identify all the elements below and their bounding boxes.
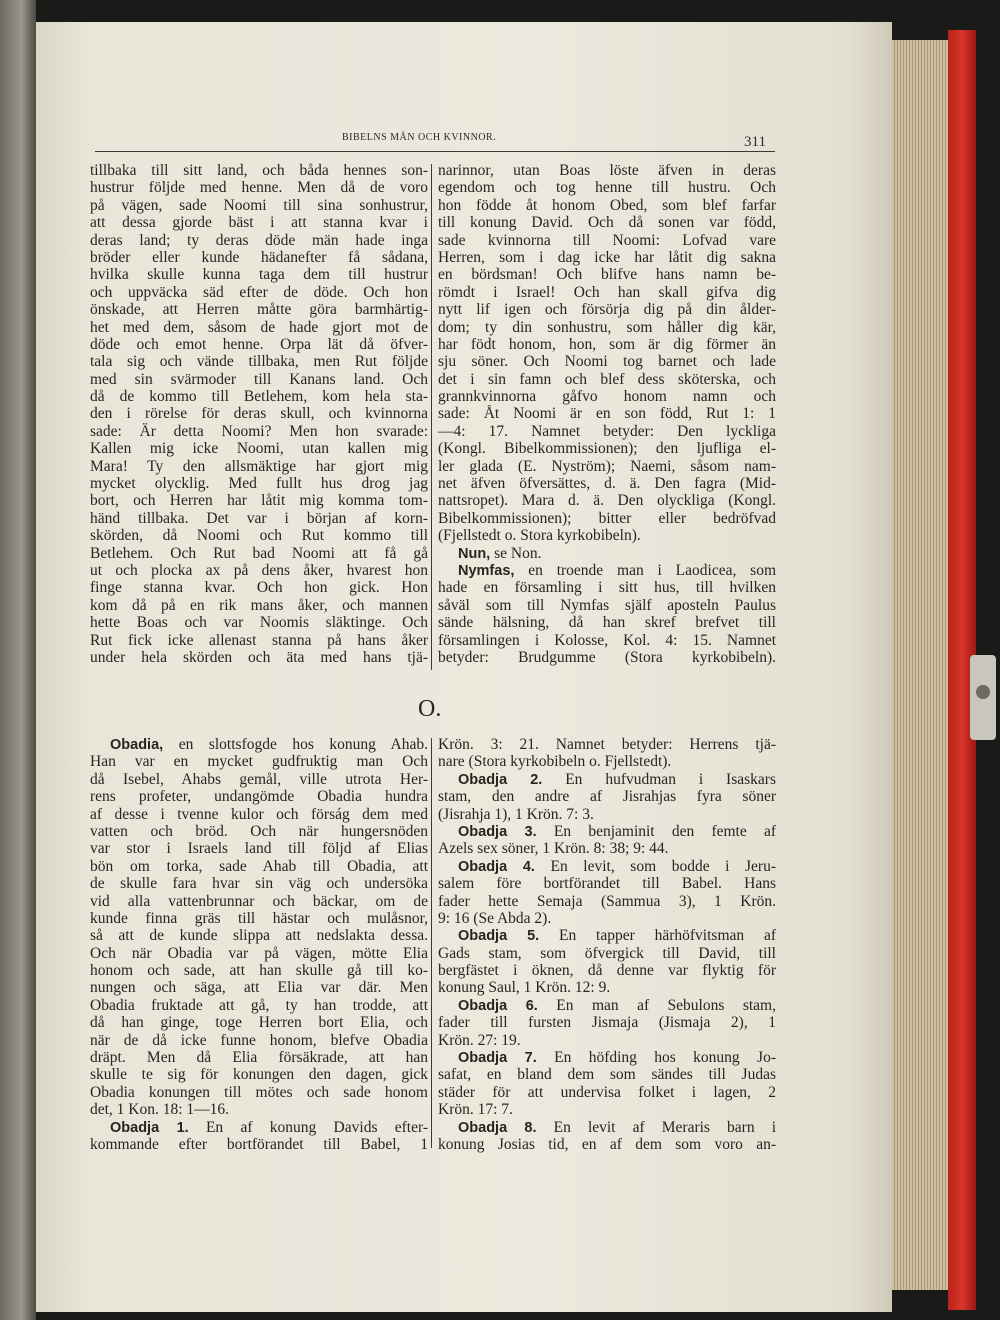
line-text: konung Saul, 1 Krön. 12: 9. [438, 979, 611, 997]
line-text: nytt lif igen och försörja dig på din ålder- [438, 301, 776, 319]
line-text: honom och sade, att han skulle gå till ko- [90, 962, 428, 980]
entry-first-line [438, 545, 776, 562]
text-line [438, 806, 776, 823]
column-top-left [90, 162, 428, 666]
text-line [438, 475, 776, 492]
line-text: nattsropet). Mara d. ä. Den olyckliga (Kongl. [438, 492, 776, 510]
text-line [438, 579, 776, 596]
line-text: af desse i tvenne kulor och förság dem med [90, 805, 428, 823]
line-text: (Kongl. Bibelkommissionen); den ljufliga el- [438, 440, 776, 458]
text-line [90, 840, 428, 857]
line-text: —4: 17. Namnet betyder: Den lyckliga [438, 422, 776, 440]
text-line [90, 197, 428, 214]
line-text: när de då icke funne honom, blefve Obadia [90, 1031, 428, 1049]
text-line [90, 388, 428, 405]
entry-headword: Obadja 8. [458, 1119, 537, 1136]
text-line [90, 753, 428, 770]
line-text: rens profeter, undangömde Obadia hundra [90, 788, 428, 806]
text-line [438, 875, 776, 892]
line-text: grannkvinnorna gåfvo honom namn och [438, 388, 776, 406]
line-text: sju söner. Och Noomi tog barnet och lade [438, 353, 776, 371]
text-line [90, 249, 428, 266]
facing-page-edge [0, 0, 36, 1320]
text-line [90, 788, 428, 805]
text-line [438, 336, 776, 353]
text-line [90, 214, 428, 231]
line-text: Herren, som i dag icke har låtit dig sakna [438, 248, 776, 266]
line-text: önskade, att Herren måtte göra barmhärtig- [90, 301, 428, 319]
line-text: sade kvinnorna till Noomi: Lofvad vare [438, 231, 776, 249]
text-line [438, 840, 776, 857]
text-line [90, 266, 428, 283]
text-line [90, 179, 428, 196]
line-text: händ tillbaka. Det var i början af korn- [90, 509, 428, 527]
text-line [90, 1101, 428, 1118]
line-text: att dessa gjorde bäst i att stanna kvar i [90, 214, 428, 232]
line-text: bön om torka, sade Ahab till Obadia, att [90, 857, 428, 875]
line-text: Bibelkommissionen); bitter eller bedröfvad [438, 509, 776, 527]
line-text: tala sig och vände tillbaka, men Rut följde [90, 353, 428, 371]
line-text: så att de kunde slippa att nedslakta dessa. [90, 927, 428, 945]
line-text: med sin svärmoder till Kanans land. Och [90, 370, 428, 388]
entry-headword: Obadja 5. [458, 928, 540, 945]
text-line [90, 858, 428, 875]
section-letter: O. [418, 696, 442, 722]
text-line [438, 962, 776, 979]
line-text: hade en församling i sitt hus, till hvilken [438, 579, 776, 597]
line-text: Och när Obadia var på vägen, mötte Elia [90, 944, 428, 962]
line-text: hette Boas och var Noomis släktinge. Och [90, 614, 428, 632]
text-line [438, 1084, 776, 1101]
line-text: Krön. 3: 21. Namnet betyder: Herrens tjä- [438, 736, 776, 753]
entry-headword: Obadia, [110, 737, 164, 753]
text-line [438, 597, 776, 614]
text-line [90, 319, 428, 336]
entry-headword: Obadja 7. [458, 1050, 537, 1067]
text-line [90, 997, 428, 1014]
text-line [438, 319, 776, 336]
line-text: Azels sex söner, 1 Krön. 8: 38; 9: 44. [438, 840, 669, 858]
text-line [90, 405, 428, 422]
text-line [90, 162, 428, 179]
text-line [438, 301, 776, 318]
line-text: En af konung Davids efter- [188, 1118, 428, 1136]
line-text: såväl som till Nymfas själf aposteln Paulus [438, 596, 776, 614]
text-line [90, 336, 428, 353]
text-line [90, 353, 428, 370]
text-line [90, 1032, 428, 1049]
entry-headword: Obadja 3. [458, 823, 537, 840]
line-text: det, 1 Kon. 18: 1—16. [90, 1101, 230, 1119]
line-text: då han ginge, toge Herren bort Elia, och [90, 1014, 428, 1032]
line-text: hustrur följde med henne. Men då de voro [90, 179, 428, 197]
text-line [438, 632, 776, 649]
entry-headword: Nymfas, [458, 562, 515, 579]
text-line [438, 893, 776, 910]
line-text: Krön. 17: 7. [438, 1101, 513, 1119]
page-stack-edge [892, 40, 948, 1290]
line-text: kommande efter bortförandet till Babel, 1 [90, 1135, 428, 1153]
line-text: på vägen, sade Noomi till sina sonhustrur, [90, 196, 428, 214]
text-line [438, 371, 776, 388]
line-text: fader till fursten Jismaja (Jismaja 2), 1 [438, 1014, 776, 1032]
entry-first-line [90, 1119, 428, 1136]
text-line [438, 979, 776, 996]
text-line [438, 527, 776, 544]
line-text: En man af Sebulons stam, [537, 996, 776, 1014]
text-line [438, 945, 776, 962]
line-text: egendom och tog henne till hustru. Och [438, 179, 776, 197]
column-top-right [438, 162, 776, 666]
text-line [90, 945, 428, 962]
text-line [438, 423, 776, 440]
text-line [438, 388, 776, 405]
text-line [438, 249, 776, 266]
line-text: den i rörelse för deras skull, och kvinnorna [90, 405, 428, 423]
line-text: nare (Stora kyrkobibeln o. Fjellstedt). [438, 753, 672, 771]
line-text: nungen och säga, att Elia var där. Men [90, 979, 428, 997]
line-text: församlingen i Kolosse, Kol. 4: 15. Namnet [438, 631, 776, 649]
line-text: safat, en bland dem som sändes till Judas [438, 1066, 776, 1084]
line-text: deras land; ty deras döde män hade inga [90, 231, 428, 249]
line-text: bort, och Herren har låtit mig komma tom- [90, 492, 428, 510]
line-text: kunde finna gräs till hästar och mulåsnor, [90, 909, 428, 927]
line-text: ut och plocka ax på dens åker, hvarest hon [90, 561, 428, 579]
text-line [90, 301, 428, 318]
text-line [90, 475, 428, 492]
text-line [438, 232, 776, 249]
text-line [438, 179, 776, 196]
line-text: sade: Åt Noomi är en son född, Rut 1: 1 [438, 405, 776, 423]
line-text: Han var en mycket gudfruktig man Och [90, 753, 428, 771]
text-line [90, 614, 428, 631]
line-text: hvilka skulle kunna taga dem till hustrur [90, 266, 428, 284]
text-line [438, 214, 776, 231]
entry-first-line [438, 771, 776, 788]
text-line [438, 162, 776, 179]
text-line [438, 753, 776, 770]
entry-headword: Nun, [458, 545, 491, 562]
line-text: har födt honom, hon, som är dig förmer än [438, 335, 776, 353]
text-line [90, 232, 428, 249]
text-line [90, 579, 428, 596]
line-text: då de kommo till Betlehem, kom hela sta- [90, 388, 428, 406]
line-text: döde och emot henne. Orpa lät då öfver- [90, 335, 428, 353]
entry-first-line [438, 823, 776, 840]
text-line [90, 423, 428, 440]
text-line [90, 284, 428, 301]
entry-first-line [438, 1049, 776, 1066]
text-line [438, 1136, 776, 1153]
text-line [438, 614, 776, 631]
text-line [438, 458, 776, 475]
text-line [90, 823, 428, 840]
running-title: BIBELNS MÄN OCH KVINNOR. [342, 132, 497, 143]
line-text: vid alla vattenbrunnar och bäckar, om de [90, 892, 428, 910]
line-text: se Non. [490, 544, 542, 562]
text-line [438, 788, 776, 805]
entry-first-line [438, 858, 776, 875]
text-line [438, 405, 776, 422]
line-text: Krön. 27: 19. [438, 1031, 521, 1049]
text-line [90, 510, 428, 527]
text-line [438, 266, 776, 283]
column-bottom-left [90, 736, 428, 1153]
text-line [438, 736, 776, 753]
column-divider [431, 164, 432, 670]
line-text: En levit af Meraris barn i [536, 1118, 777, 1136]
line-text: En tapper härhöfvitsman af [539, 927, 776, 945]
line-text: het med dem, såsom de hade gjort mot de [90, 318, 428, 336]
line-text: en troende man i Laodicea, som [514, 561, 776, 579]
line-text: römdt i Israel! Och han skall gifva dig [438, 283, 776, 301]
page-number: 311 [744, 134, 766, 150]
line-text: Obadia konungen till mötes och sade honom [90, 1083, 428, 1101]
text-line [90, 371, 428, 388]
text-line [90, 458, 428, 475]
text-line [438, 1066, 776, 1083]
line-text: kom då på en rik mans åker, och mannen [90, 596, 428, 614]
entry-first-line [438, 927, 776, 944]
line-text: skörden, då Noomi och Rut kommo till [90, 527, 428, 545]
text-line [90, 649, 428, 666]
text-line [90, 632, 428, 649]
line-text: En levit, som bodde i Jeru- [534, 857, 776, 875]
line-text: och uppväcka säd efter de döde. Och hon [90, 283, 428, 301]
line-text: de skulle fara hvar sin väg och undersöka [90, 875, 428, 893]
text-line [438, 910, 776, 927]
entry-first-line [438, 997, 776, 1014]
text-line [438, 440, 776, 457]
line-text: hon födde åt honom Obed, som blef farfar [438, 196, 776, 214]
text-line [438, 197, 776, 214]
line-text: Gads stam, som öfvergick till David, till [438, 944, 776, 962]
text-line [90, 492, 428, 509]
line-text: Obadia fruktade att gå, ty han trodde, att [90, 996, 428, 1014]
binder-clip [970, 655, 996, 740]
line-text: En höfding hos konung Jo- [536, 1049, 776, 1067]
entry-headword: Obadja 2. [458, 771, 543, 788]
line-text: fader hette Semaja (Sammua 3), 1 Krön. [438, 892, 776, 910]
text-line [90, 910, 428, 927]
line-text: under hela skörden och äta med hans tjä- [90, 648, 428, 666]
line-text: en slottsfogde hos konung Ahab. [163, 736, 428, 753]
line-text: betyder: Brudgumme (Stora kyrkobibeln). [438, 648, 776, 666]
line-text: skulle te sig för konungen den dagen, gick [90, 1066, 428, 1084]
text-line [90, 893, 428, 910]
text-line [438, 353, 776, 370]
line-text: finge stanna kvar. Och hon gick. Hon [90, 579, 428, 597]
line-text: en bördsman! Och blifve hans namn be- [438, 266, 776, 284]
entry-first-line [438, 562, 776, 579]
text-line [438, 1014, 776, 1031]
line-text: till konung David. Och då sonen var född, [438, 214, 776, 232]
line-text: vatten och bröd. Och när hungersnöden [90, 822, 428, 840]
line-text: dräpt. Men då Elia försäkrade, att han [90, 1049, 428, 1067]
line-text: det i sin famn och blef dess sköterska, och [438, 370, 776, 388]
text-line [90, 1049, 428, 1066]
line-text: var stor i Israels land till följd af Elias [90, 840, 428, 858]
line-text: (Jisrahja 1), 1 Krön. 7: 3. [438, 805, 594, 823]
line-text: Rut fick icke allenast stanna på hans åker [90, 631, 428, 649]
text-line [90, 771, 428, 788]
column-bottom-right [438, 736, 776, 1153]
text-line [90, 927, 428, 944]
entry-headword: Obadja 1. [110, 1119, 189, 1136]
text-line [438, 510, 776, 527]
line-text: ler glada (E. Nyström); Naemi, såsom nam- [438, 457, 776, 475]
line-text: En benjaminit den femte af [536, 822, 777, 840]
text-line [438, 492, 776, 509]
text-line [90, 562, 428, 579]
column-divider [431, 738, 432, 1148]
line-text: städer för att undervisa folket i lagen, 2 [438, 1083, 776, 1101]
line-text: narinnor, utan Boas löste äfven in deras [438, 162, 776, 179]
text-line [90, 1014, 428, 1031]
line-text: bergfästet i öknen, då denne var flyktig för [438, 962, 776, 980]
text-line [90, 1066, 428, 1083]
text-line [90, 979, 428, 996]
line-text: dom; ty din sonhustru, som håller dig kär, [438, 318, 776, 336]
text-line [90, 527, 428, 544]
text-line [90, 1084, 428, 1101]
text-line [90, 597, 428, 614]
line-text: Kallen mig icke Noomi, utan kallen mig [90, 440, 428, 458]
line-text: mycket olycklig. Med fullt hus drog jag [90, 475, 428, 493]
line-text: då Isebel, Ahabs gemål, ville utrota Her- [90, 770, 428, 788]
line-text: 9: 16 (Se Abda 2). [438, 909, 552, 927]
entry-first-line [90, 736, 428, 753]
header-rule [95, 151, 775, 152]
entry-first-line [438, 1119, 776, 1136]
line-text: stam, den andre af Jisrahjas fyra söner [438, 788, 776, 806]
text-line [90, 962, 428, 979]
entry-headword: Obadja 6. [458, 997, 538, 1014]
line-text: (Fjellstedt o. Stora kyrkobibeln). [438, 527, 641, 545]
line-text: Betlehem. Och Rut bad Noomi att få gå [90, 544, 428, 562]
line-text: salem före bortförandet till Babel. Hans [438, 875, 776, 893]
text-line [90, 1136, 428, 1153]
line-text: net äfven öfversättes, d. ä. Den fagra (Mid- [438, 475, 776, 493]
line-text: sände hälsning, då han skref brefvet till [438, 614, 776, 632]
line-text: sade: Är detta Noomi? Men hon svarade: [90, 422, 428, 440]
text-line [90, 806, 428, 823]
text-line [438, 284, 776, 301]
text-line [90, 875, 428, 892]
line-text: bröder eller kunde hädanefter få sådana, [90, 248, 428, 266]
line-text: tillbaka till sitt land, och båda hennes son- [90, 162, 428, 179]
text-line [90, 545, 428, 562]
text-line [438, 649, 776, 666]
line-text: konung Josias tid, en af dem som voro an- [438, 1135, 776, 1153]
text-line [438, 1032, 776, 1049]
line-text: En hufvudman i Isaskars [542, 770, 776, 788]
text-line [438, 1101, 776, 1118]
text-line [90, 440, 428, 457]
entry-headword: Obadja 4. [458, 858, 535, 875]
line-text: Mara! Ty den allsmäktige har gjort mig [90, 457, 428, 475]
